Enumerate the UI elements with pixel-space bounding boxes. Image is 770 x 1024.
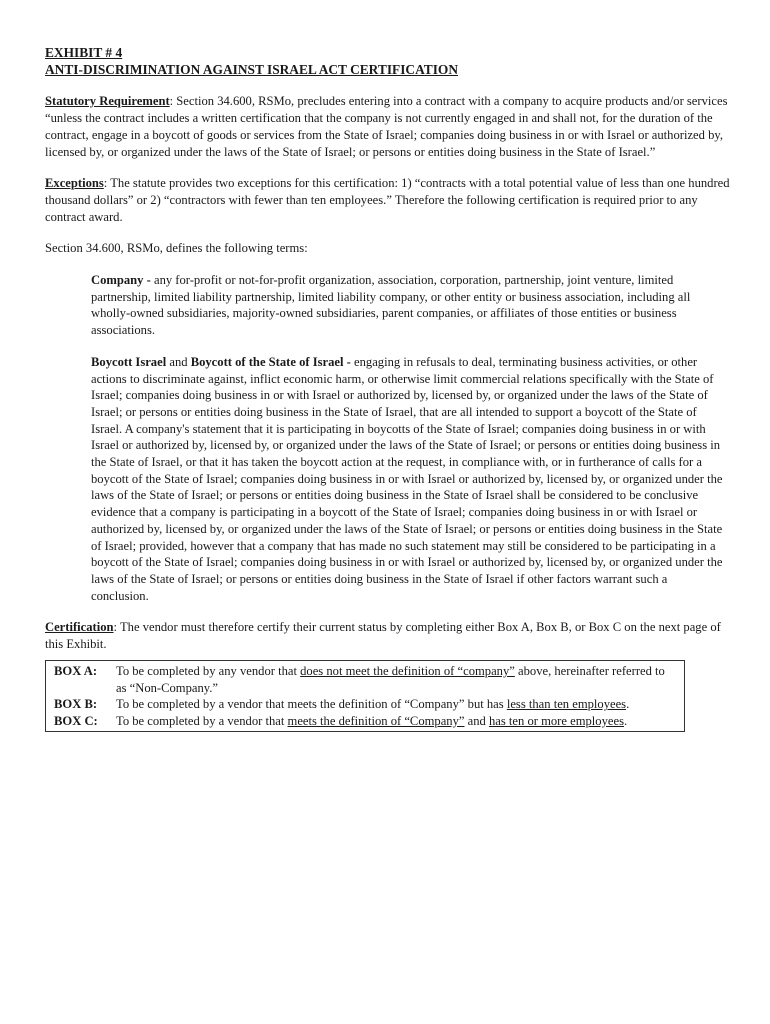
box-b-label: BOX B: [54, 697, 98, 712]
document-page [45, 44, 735, 732]
box-b-text-part2: . [626, 697, 630, 712]
box-c-text-part3: . [623, 713, 628, 728]
exceptions-label: Exceptions [45, 176, 104, 191]
boycott-state-term: Boycott of the State of Israel - [190, 354, 351, 369]
boycott-definition-text: engaging in refusals to deal, terminating business activities, or other actions to discriminate against, inflict economic harm, or otherwise limit commercial relations specifically with the State of Israel; companies doing business in or with Israel or authorized by, licensed by, or organized under the laws of the State of Israel; or persons or entities doing business in the State of Israel, that are all intended to support a boycott of the State of Israel. A company's statement that it is participating in boycotts of the State of Israel; companies doing business in or with Israel or authorized by, licensed by, or organized under the laws of the State of Israel; or persons or entities doing business in the State of Israel, or that it has taken the boycott action at the request, in compliance with, or in furtherance of calls for a boycott of the State of Israel; companies doing business in or with Israel or authorized by, licensed by, or organized under the laws of the State of Israel; or persons or entities doing business in the State of Israel shall be considered to be conclusive evidence that a company is participating in a boycott of the State of Israel; companies doing business in or with Israel or authorized by, licensed by, or organized under the laws of the State of Israel; or persons or entities doing business in the State of Israel; provided, however that a company that has made no such statement may still be considered to be participating in a boycott of the State of Israel; companies doing business in or with Israel or authorized by, licensed by, or organized under the laws of the State of Israel; or persons or entities doing business in the State of Israel if other factors warrant such a conclusion. [91, 354, 723, 603]
exhibit-number: EXHIBIT # 4 [45, 45, 123, 60]
company-definition-text: any for-profit or not-for-profit organization, association, corporation, partnership, joint venture, limited partnership, limited liability partnership, limited liability company, or other entity or business association, including all wholly-owned subsidiaries, majority-owned subsidiaries, parent companies, or affiliates of those entities or business associations. [91, 273, 691, 338]
box-a-label: BOX A: [54, 663, 98, 678]
box-b-underlined: less than ten employees [506, 697, 627, 712]
document-title: ANTI-DISCRIMINATION AGAINST ISRAEL ACT CERTIFICATION [45, 62, 458, 78]
box-c-row [54, 713, 678, 730]
boycott-israel-term: Boycott Israel [91, 354, 167, 369]
box-a-text-part1: To be completed by any vendor that [116, 663, 301, 678]
box-c-underlined-1: meets the definition of “Company” [287, 713, 465, 728]
certification-text: : The vendor must therefore certify their current status by completing either Box A, Box B, or Box C on the next page of this Exhibit. [45, 620, 721, 652]
box-options-table [45, 660, 685, 732]
box-b-row [54, 696, 678, 713]
exceptions-text: : The statute provides two exceptions for this certification: 1) “contracts with a total potential value of less than one hundred thousand dollars” or 2) “contractors with fewer than ten employees.” Therefore the following certification is required prior to any contract award. [45, 176, 730, 224]
statutory-requirement-text: : Section 34.600, RSMo, precludes entering into a contract with a company to acquire products and/or services “unless the contract includes a written certification that the company is not currently engaged in and shall not, for the duration of the contract, engage in a boycott of goods or services from the State of Israel; companies doing business in or with Israel or authorized by, licensed by, or organized under the laws of the State of Israel; or persons or entities doing business in the State of Israel.” [45, 94, 728, 159]
box-a-row [54, 663, 678, 696]
box-c-text-part2: and [464, 713, 489, 728]
box-c-underlined-2: has ten or more employees [488, 713, 624, 728]
box-b-text [116, 696, 678, 713]
boycott-definition [91, 354, 727, 605]
company-term: Company - [91, 273, 151, 288]
box-a-text [116, 663, 678, 696]
statutory-requirement-label: Statutory Requirement [45, 94, 170, 109]
statutory-requirement-paragraph [45, 93, 735, 160]
certification-label: Certification [45, 620, 114, 635]
box-c-text [116, 713, 678, 730]
box-a-text-part2: above, hereinafter referred to as “Non-Company.” [116, 663, 665, 695]
boycott-and: and [166, 354, 191, 369]
definitions-list [91, 272, 727, 604]
box-b-text-part1: To be completed by a vendor that meets the definition of “Company” but has [116, 697, 507, 712]
box-c-label: BOX C: [54, 713, 98, 728]
exceptions-paragraph [45, 175, 735, 225]
certification-paragraph [45, 619, 735, 652]
company-definition [91, 272, 727, 339]
box-c-text-part1: To be completed by a vendor that [116, 713, 288, 728]
box-a-underlined: does not meet the definition of “company” [300, 663, 515, 678]
definitions-intro: Section 34.600, RSMo, defines the following terms: [45, 241, 308, 256]
